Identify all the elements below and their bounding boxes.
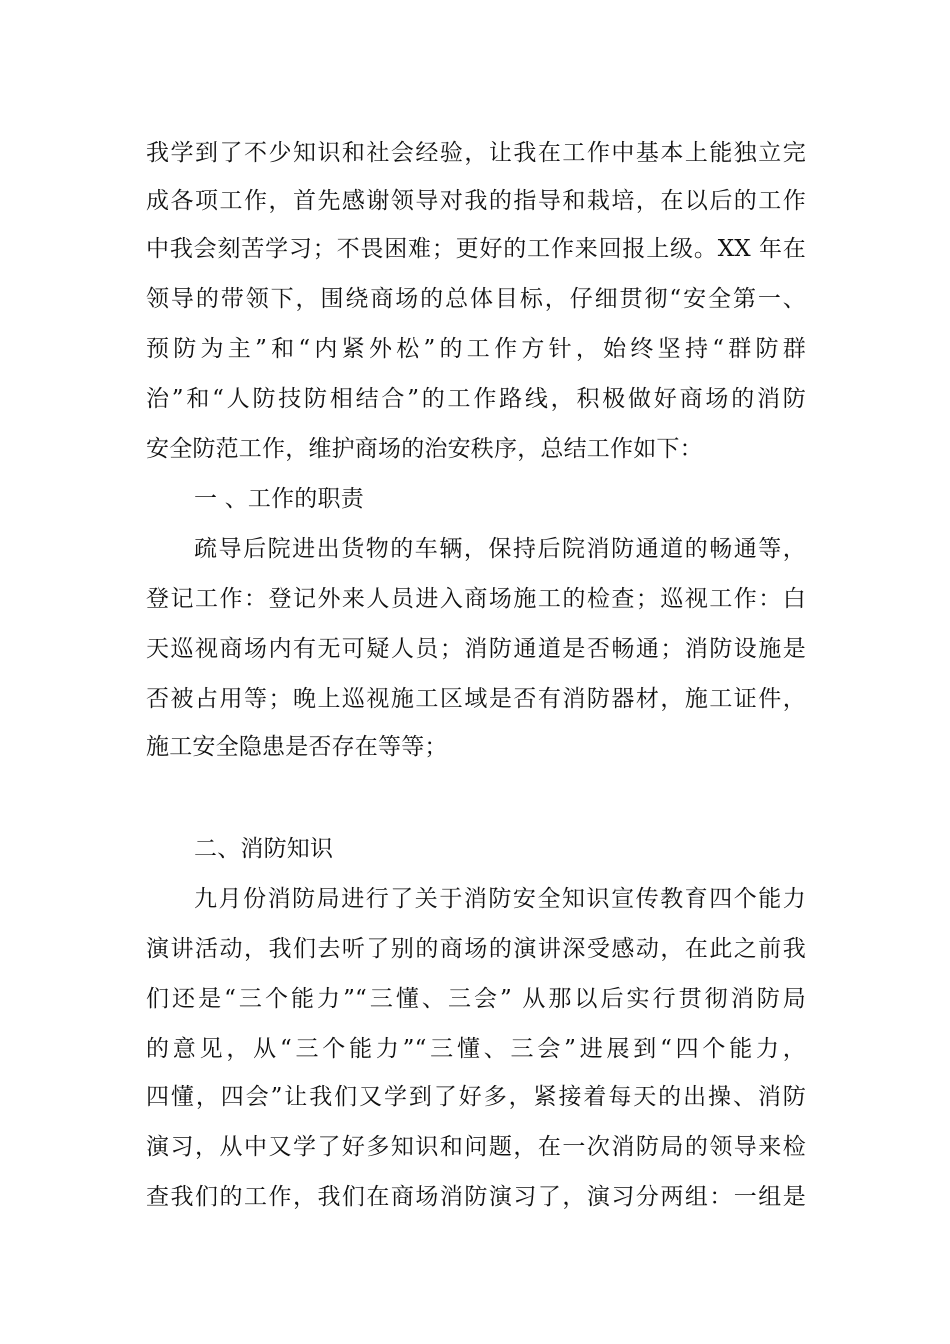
paragraph-line: 治”和“人防技防相结合”的工作路线，积极做好商场的消防 bbox=[146, 386, 806, 412]
paragraph-line: 演习，从中又学了好多知识和问题，在一次消防局的领导来检 bbox=[146, 1134, 806, 1160]
paragraph-line: 安全防范工作，维护商场的治安秩序，总结工作如下： bbox=[146, 436, 703, 462]
paragraph-line: 们还是“三个能力”“三懂、三会” 从那以后实行贯彻消防局 bbox=[146, 986, 806, 1012]
paragraph-line: 疏导后院进出货物的车辆，保持后院消防通道的畅通等， bbox=[194, 536, 806, 562]
paragraph-line: 成各项工作，首先感谢领导对我的指导和栽培，在以后的工作 bbox=[146, 188, 806, 214]
paragraph-line: 施工安全隐患是否存在等等； bbox=[146, 734, 448, 760]
section-heading: 一 、工作的职责 bbox=[194, 486, 364, 512]
paragraph-line: 中我会刻苦学习；不畏困难；更好的工作来回报上级。XX 年在 bbox=[146, 236, 806, 262]
paragraph-line: 九月份消防局进行了关于消防安全知识宣传教育四个能力 bbox=[194, 886, 806, 912]
paragraph-line: 演讲活动，我们去听了别的商场的演讲深受感动，在此之前我 bbox=[146, 936, 806, 962]
section-heading: 二、消防知识 bbox=[194, 836, 334, 862]
paragraph-line: 的意见，从“三个能力”“三懂、三会”进展到“四个能力， bbox=[146, 1036, 806, 1062]
paragraph-line: 登记工作：登记外来人员进入商场施工的检查；巡视工作：白 bbox=[146, 586, 806, 612]
paragraph-line: 预防为主”和“内紧外松”的工作方针，始终坚持“群防群 bbox=[146, 336, 806, 362]
paragraph-line: 查我们的工作，我们在商场消防演习了，演习分两组：一组是 bbox=[146, 1184, 806, 1210]
paragraph-line: 我学到了不少知识和社会经验，让我在工作中基本上能独立完 bbox=[146, 140, 806, 166]
paragraph-line: 领导的带领下，围绕商场的总体目标，仔细贯彻“安全第一、 bbox=[146, 286, 806, 312]
paragraph-line: 否被占用等；晚上巡视施工区域是否有消防器材，施工证件， bbox=[146, 686, 806, 712]
paragraph-line: 四懂，四会”让我们又学到了好多，紧接着每天的出操、消防 bbox=[146, 1084, 806, 1110]
paragraph-line: 天巡视商场内有无可疑人员；消防通道是否畅通；消防设施是 bbox=[146, 636, 806, 662]
